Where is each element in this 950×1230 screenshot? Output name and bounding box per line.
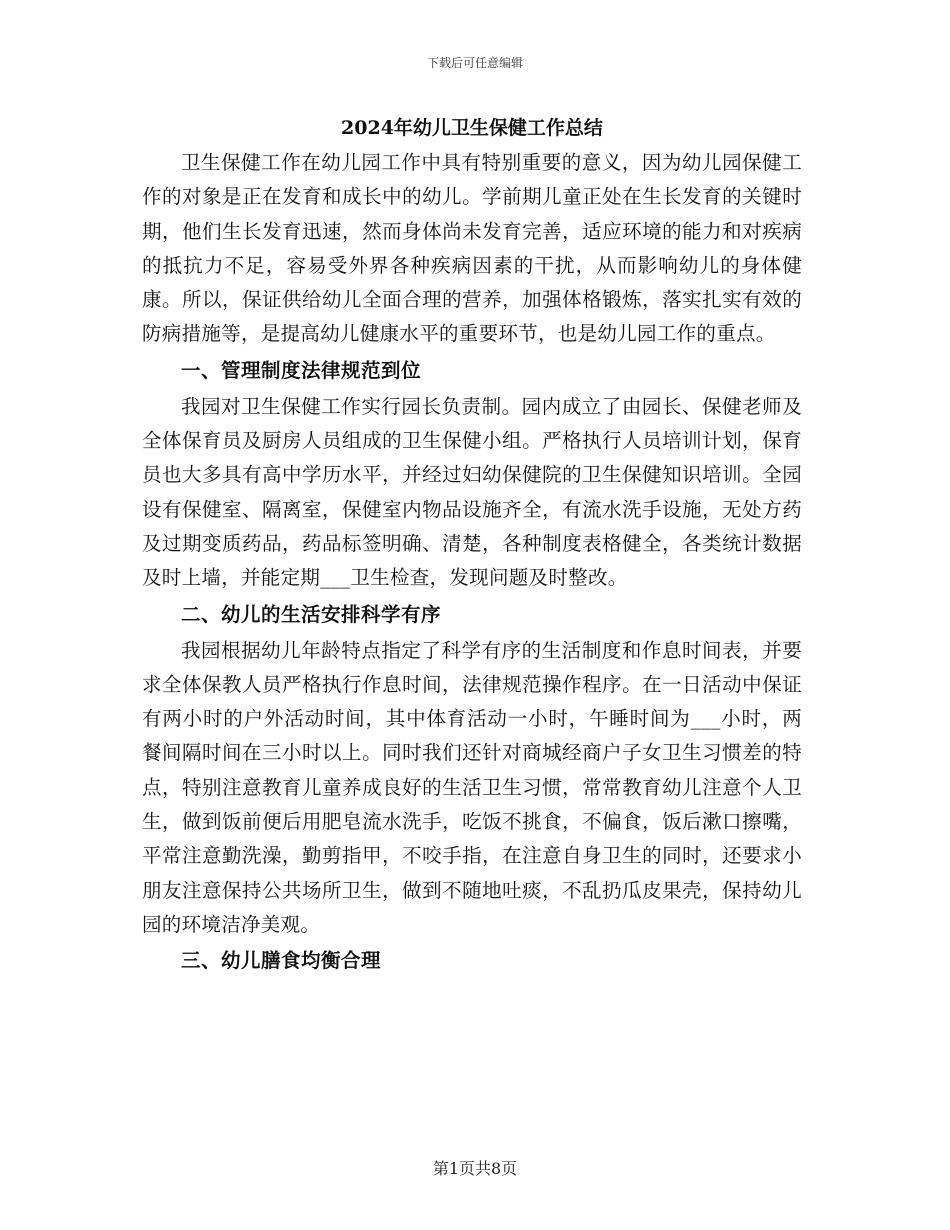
page-number: 第1页共8页 [432,1159,518,1178]
section-heading-diet: 三、幼儿膳食均衡合理 [181,949,382,973]
document-body [142,110,802,980]
page-header-note: 下载后可任意编辑 [426,56,523,70]
document-title: 2024年幼儿卫生保健工作总结 [341,117,603,139]
section-heading-daily-routine: 二、幼儿的生活安排科学有序 [181,602,442,626]
section-body-management: 我园对卫生保健工作实行园长负责制。园内成立了由园长、保健老师及全体保育员及厨房人员组成的卫生保健小组。严格执行人员培训计划，保育员也大多具有高中学历水平，并经过妇幼保健院的卫生保健知识培训。全园设有保健室、隔离室，保健室内物品设施齐全，有流水洗手设施，无处方药及过期变质药品，药品标签明确、清楚，各种制度表格健全，各类统计数据及时上墙，并能定期___卫生检查，发现问题及时整改。 [142,394,802,590]
intro-paragraph: 卫生保健工作在幼儿园工作中具有特别重要的意义，因为幼儿园保健工作的对象是正在发育和成长中的幼儿。学前期儿童正处在生长发育的关键时期，他们生长发育迅速，然而身体尚未发育完善，适应环境的能力和对疾病的抵抗力不足，容易受外界各种疾病因素的干扰，从而影响幼儿的身体健康。所以，保证供给幼儿全面合理的营养，加强体格锻炼，落实扎实有效的防病措施等，是提高幼儿健康水平的重要环节，也是幼儿园工作的重点。 [142,151,802,346]
section-heading-management: 一、管理制度法律规范到位 [181,358,422,382]
section-body-daily-routine: 我园根据幼儿年龄特点指定了科学有序的生活制度和作息时间表，并要求全体保教人员严格执行作息时间，法律规范操作程序。在一日活动中保证有两小时的户外活动时间，其中体育活动一小时，午睡时间为___小时，两餐间隔时间在三小时以上。同时我们还针对商城经商户子女卫生习惯差的特点，特别注意教育儿童养成良好的生活卫生习惯，常常教育幼儿注意个人卫生，做到饭前便后用肥皂流水洗手，吃饭不挑食，不偏食，饭后漱口擦嘴，平常注意勤洗澡，勤剪指甲，不咬手指，在注意自身卫生的同时，还要求小朋友注意保持公共场所卫生，做到不随地吐痰，不乱扔瓜皮果壳，保持幼儿园的环境洁净美观。 [142,638,802,936]
